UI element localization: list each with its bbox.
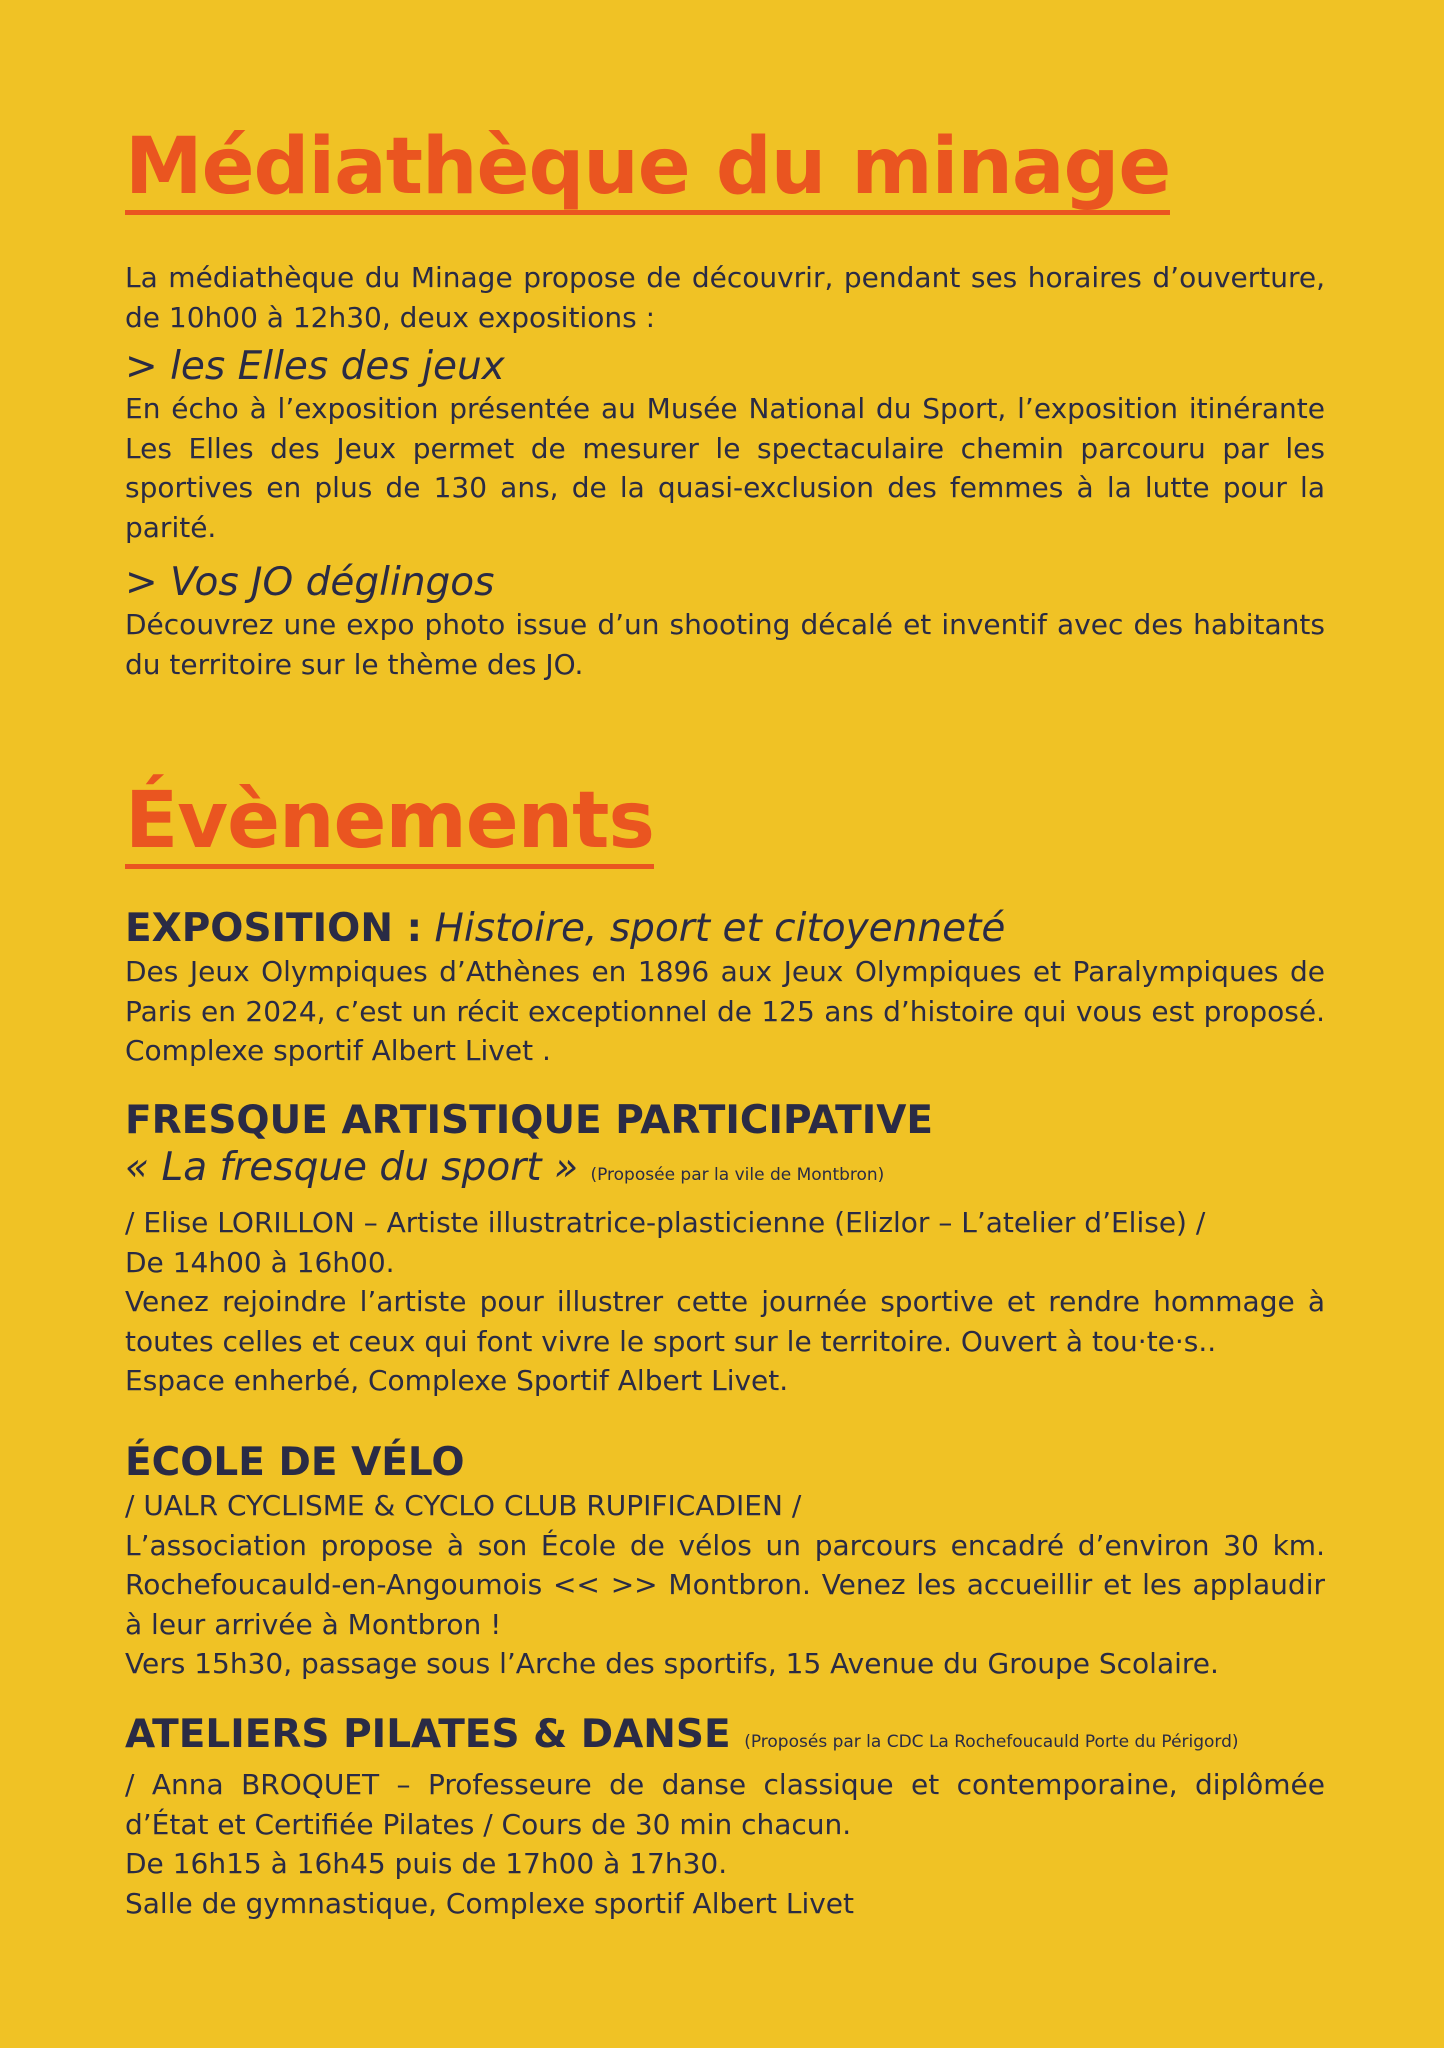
exposition-label: EXPOSITION : [125,906,423,951]
exposition-heading [125,906,1325,952]
velo-clubs: / UALR CYCLISME & CYCLO CLUB RUPIFICADIEN / [125,1489,802,1522]
pilates-hours: De 16h15 à 16h45 puis de 17h00 à 17h30. [125,1847,728,1880]
expo1-text: En écho à l’exposition présentée au Musée National du Sport, l’exposition itinérante Les Elles des Jeux permet de mesurer le spectaculaire chemin parcouru par les sportives en plus de 130 ans, de la quasi-exclusion des femmes à la lutte pour la parité. [125,392,1325,544]
expo2-text: Découvrez une expo photo issue d’un shooting décalé et inventif avec des habitants du territoire sur le thème des JO. [125,608,1325,681]
fresque-location: Espace enherbé, Complexe Sportif Albert Livet. [125,1364,789,1397]
pilates-section [125,1712,1325,1923]
pilates-note: (Proposés par la CDC La Rochefoucauld Porte du Périgord) [744,1732,1239,1752]
fresque-subtitle: « La fresque du sport » [125,1145,579,1190]
pilates-heading: ATELIERS PILATES & DANSE [125,1712,731,1757]
mediatheque-title: Médiathèque du minage [125,128,1170,215]
velo-heading: ÉCOLE DE VÉLO [125,1440,465,1485]
velo-section [125,1440,1325,1684]
fresque-heading: FRESQUE ARTISTIQUE PARTICIPATIVE [125,1098,934,1143]
fresque-artist: / Elise LORILLON – Artiste illustratrice-plasticienne (Elizlor – L’atelier d’Elise) / [125,1206,1206,1239]
expo1-title: > les Elles des jeux [125,344,505,389]
expo2-title: > Vos JO déglingos [125,560,495,605]
fresque-subtitle-line [125,1146,1325,1197]
fresque-hours: De 14h00 à 16h00. [125,1245,395,1279]
mediatheque-section [125,258,1325,684]
pilates-text: / Anna BROQUET – Professeure de danse classique et contemporaine, diplômée d’État et Certifiée Pilates / Cours de 30 min chacun. [125,1768,1325,1841]
evenements-title: Évènements [125,782,654,869]
fresque-text: Venez rejoindre l’artiste pour illustrer cette journée sportive et rendre hommage à toutes celles et ceux qui font vivre le sport sur le territoire. Ouvert à tou·te·s.. [125,1285,1325,1358]
pilates-heading-line [125,1712,1325,1765]
exposition-section [125,906,1325,1071]
pilates-location: Salle de gymnastique, Complexe sportif Albert Livet [125,1886,855,1920]
fresque-note: (Proposée par la vile de Montbron) [590,1165,885,1185]
mediatheque-intro: La médiathèque du Minage propose de découvrir, pendant ses horaires d’ouverture, de 10h00 à 12h30, deux expositions : [125,261,1325,334]
exposition-subtitle: Histoire, sport et citoyenneté [422,906,1006,951]
velo-text: L’association propose à son École de vélos un parcours encadré d’environ 30 km. Rochefoucauld-en-Angoumois << >> Montbron. Venez les accueillir et les applaudir à leur arrivée à Montbron ! [125,1528,1325,1641]
exposition-text: Des Jeux Olympiques d’Athènes en 1896 aux Jeux Olympiques et Paralympiques de Paris en 2024, c’est un récit exceptionnel de 125 ans d’histoire qui vous est proposé. Complexe sportif Albert Livet . [125,955,1325,1067]
velo-location: Vers 15h30, passage sous l’Arche des sportifs, 15 Avenue du Groupe Scolaire. [125,1647,1219,1680]
fresque-section [125,1098,1325,1401]
